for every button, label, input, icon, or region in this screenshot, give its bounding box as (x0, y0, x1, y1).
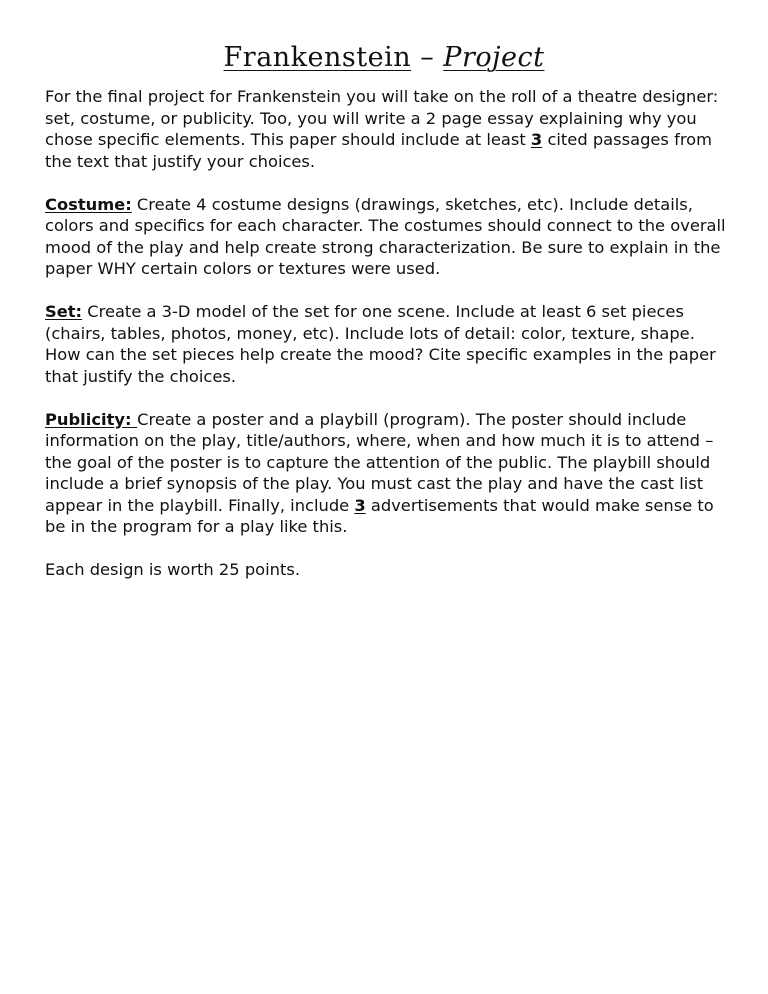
title-main: Frankenstein (223, 42, 412, 73)
publicity-text-2: advertisements that would make sense to be in the program for a play like this. (45, 495, 714, 536)
publicity-count: 3 (354, 495, 366, 515)
costume-paragraph (45, 194, 735, 280)
title-sub: Project (443, 42, 545, 73)
set-label: Set: (45, 302, 83, 321)
closing-paragraph: Each design is worth 25 points. (45, 560, 300, 579)
set-text: Create a 3-D model of the set for one scene. Include at least 6 set pieces (chairs, tables, photos, money, etc). Include lots of detail: color, texture, shape. How can the set pieces help create the mood? Cite specific examples in the paper that justify the choices. (45, 302, 716, 386)
assignment-body (45, 86, 735, 602)
intro-paragraph (45, 86, 735, 172)
costume-text: Create 4 costume designs (drawings, sketches, etc). Include details, colors and specifics for each character. The costumes should connect to the overall mood of the play and help create strong characterization. Be sure to explain in the paper WHY certain colors or textures were used. (45, 194, 726, 278)
publicity-label: Publicity: (45, 409, 138, 429)
costume-label: Costume: (45, 194, 132, 214)
title-separator: – (411, 42, 444, 73)
intro-text-2: cited passages from the text that justify your choices. (45, 130, 712, 171)
set-paragraph (45, 301, 735, 387)
intro-count: 3 (530, 130, 543, 149)
publicity-paragraph (45, 409, 735, 538)
publicity-text-1: Create a poster and a playbill (program). The poster should include information on the play, title/authors, where, when and how much it is to attend – the goal of the poster is to capture the attention of the public. The playbill should include a brief synopsis of the play. You must cast the play and have the cast list appear in the playbill. Finally, include (45, 409, 714, 515)
page-title (0, 40, 768, 76)
intro-text-1: For the final project for Frankenstein you will take on the roll of a theatre designer: set, costume, or publicity. Too, you will write a 2 page essay explaining why you chose specific elements. This paper should include at least (45, 87, 719, 149)
